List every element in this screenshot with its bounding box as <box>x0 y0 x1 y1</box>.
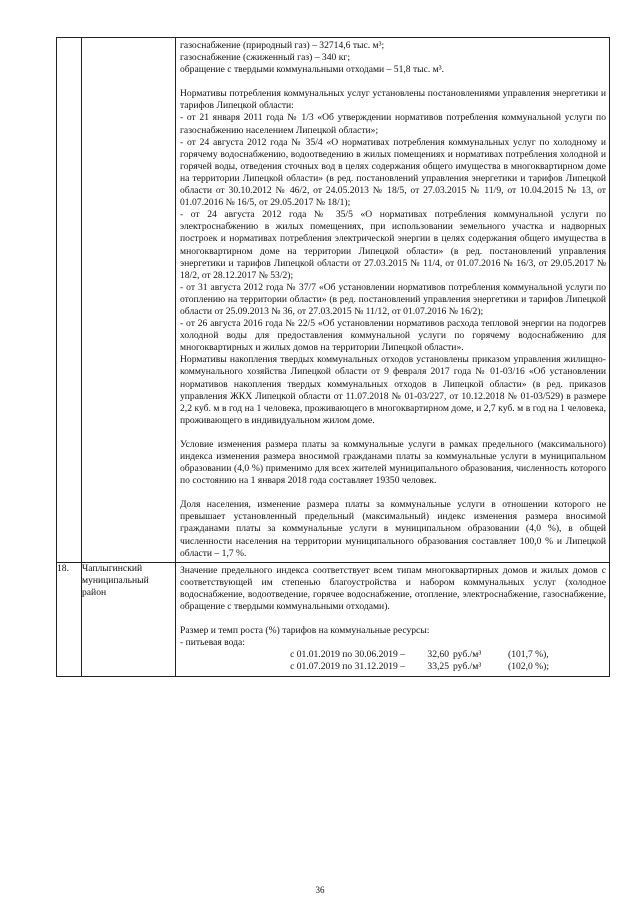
waste-norms-paragraph: Нормативы накопления твердых коммунальных отходов установлены приказом управления жилищно-коммунального хозяйства Липецкой области от 9 февраля 2017 года № 01-03/16 «Об установлении нормативов накопления твердых коммунальных отходов в Липецкой области» (в ред. приказов управления ЖКХ Липецкой области от 11.07.2018 № 01-03/227, от 10.12.2018 № 01-03/529) в размере 2,2 куб. м в год на 1 человека, проживающего в многоквартирном доме, и 2,7 куб. м в год на 1 человека, проживающего в индивидуальном жилом доме. <box>180 354 606 426</box>
norm-item: - от 31 августа 2012 года № 37/7 «Об установлении нормативов потребления коммунальной услуги по отоплению на территории области» (в ред. постановлений управления энергетики и тарифов Липецкой области от 25.09.2013 № 36, от 27.03.2015 № 11/12, от 01.07.2016 № 16/2); <box>180 281 606 317</box>
rate-period: с 01.01.2019 по 30.06.2019 – <box>290 649 405 661</box>
table-row <box>57 562 610 676</box>
supply-line: газоснабжение (природный газ) – 32714,6 тыс. м³; <box>180 40 385 51</box>
rate-growth: (102,0 %); <box>508 661 550 673</box>
description-cell <box>176 38 610 563</box>
supply-line: обращение с твердыми коммунальными отходами – 51,8 тыс. м³. <box>180 64 445 76</box>
supply-line: газоснабжение (сжиженный газ) – 340 кг; <box>180 52 350 64</box>
condition-paragraph: Условие изменения размера платы за коммунальные услуги в рамках предельного (максимального) индекса изменения размера вносимой гражданами платы за коммунальные услуги в муниципальном образовании (4,0 %) применимо для всех жителей муниципального образования, численность которого по состоянию на 1 января 2018 года составляет 19350 человек. <box>180 438 606 487</box>
rate-growth: (101,7 %), <box>508 649 549 661</box>
norm-item: - от 21 января 2011 года № 1/3 «Об утверждении нормативов потребления коммунальной услуги по газоснабжению населением Липецкой области»; <box>180 112 606 136</box>
municipality-table <box>56 37 610 677</box>
page-number: 36 <box>315 885 325 895</box>
row-number: 18. <box>57 562 82 676</box>
description-cell <box>176 562 610 676</box>
rate-period: с 01.07.2019 по 31.12.2019 – <box>290 661 405 673</box>
rate-value: 33,25 <box>427 661 449 673</box>
population-share-paragraph: Доля населения, изменение размера платы за коммунальные услуги в отношении которого не превышает установленный предельный (максимальный) индекс изменения размера вносимой гражданами платы за коммунальные услуги в муниципальном образовании (4,0 %), в общей численности населения на территории муниципального образования составляет 100,0 % и Липецкой области – 1,7 %. <box>180 499 606 559</box>
row-number-cell <box>57 38 82 563</box>
rate-value: 32,60 <box>427 649 449 661</box>
table-row <box>57 38 610 563</box>
municipality-name-cell <box>82 38 176 563</box>
tariff-rate-row <box>180 649 606 661</box>
municipality-name: Чаплыгинский муниципальный район <box>82 562 176 676</box>
tariffs-heading: Размер и темп роста (%) тарифов на коммунальные ресурсы: <box>180 625 430 637</box>
tariff-rate-row <box>180 661 606 673</box>
rate-unit: руб./м³ <box>453 649 482 661</box>
water-label: - питьевая вода: <box>180 637 245 649</box>
norm-item: - от 24 августа 2012 года № 35/5 «О нормативах потребления коммунальной услуги по электроснабжению в жилых помещениях, при использовании земельного участка и надворных построек и нормативах потребления электрической энергии в целях содержания общего имущества в многоквартирном доме на территории Липецкой области» (в ред. постановлений управления энергетики и тарифов Липецкой области от 27.03.2015 № 11/4, от 01.07.2016 № 16/3, от 29.05.2017 № 18/2, от 28.12.2017 № 53/2); <box>180 209 606 281</box>
norm-item: - от 26 августа 2016 года № 22/5 «Об установлении нормативов расхода тепловой энергии на подогрев холодной воды для предоставления коммунальной услуги по горячему водоснабжению для многоквартирных и жилых домов на территории Липецкой области». <box>180 318 606 354</box>
rate-unit: руб./м³ <box>453 661 482 673</box>
norms-paragraph: Нормативы потребления коммунальных услуг установлены постановлениями управления энергетики и тарифов Липецкой области: <box>180 88 606 112</box>
index-paragraph: Значение предельного индекса соответствует всем типам многоквартирных домов и жилых домов с соответствующей им степенью благоустройства и набором коммунальных услуг (холодное водоснабжение, водоотведение, горячее водоснабжение, отопление, электроснабжение, газоснабжение, обращение с твердыми коммунальными отходами). <box>180 564 606 613</box>
norm-item: - от 24 августа 2012 года № 35/4 «О нормативах потребления коммунальных услуг по холодному и горячему водоснабжению, водоотведению в жилых помещениях и нормативах потребления холодной и горячей воды, отведения сточных вод в целях содержания общего имущества в многоквартирном доме на территории Липецкой области» (в ред. постановлений управления энергетики и тарифов Липецкой области от 30.10.2012 № 46/2, от 24.05.2013 № 18/5, от 27.03.2015 № 11/9, от 10.04.2015 № 13, от 01.07.2016 № 16/5, от 29.05.2017 № 18/1); <box>180 136 606 209</box>
